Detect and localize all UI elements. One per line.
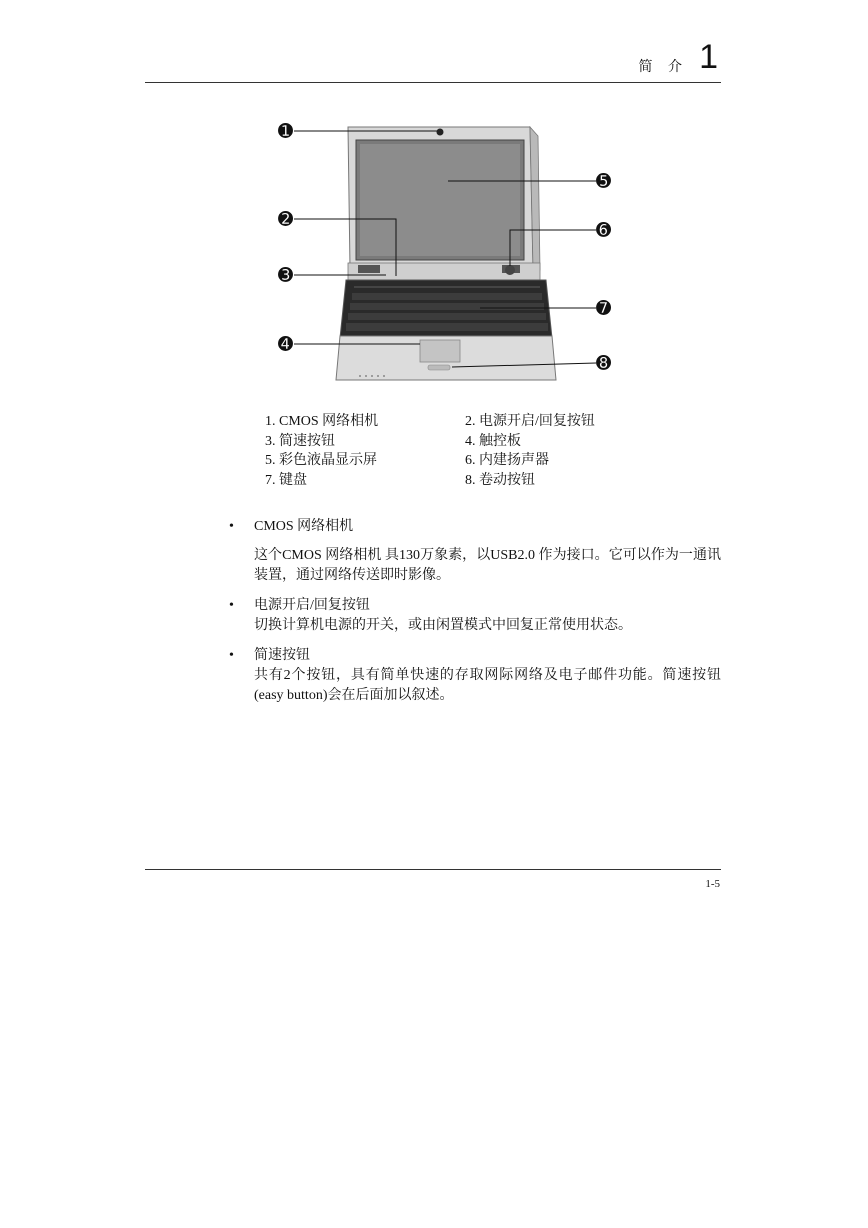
section-title: CMOS 网络相机 — [254, 519, 354, 534]
legend-item: 8. 卷动按钮 — [465, 472, 535, 488]
page-number: 1-5 — [705, 878, 720, 890]
footer-rule — [145, 869, 721, 870]
legend-item: 4. 触控板 — [465, 433, 521, 449]
section-body: 共有2个按钮，具有简单快速的存取网际网络及电子邮件功能。简速按钮(easy button)会在后面加以叙述。 — [254, 668, 721, 703]
callout-6: ➏ — [596, 220, 612, 241]
callout-5: ➎ — [596, 171, 612, 192]
section-easy-buttons — [229, 646, 721, 706]
speaker-grill — [505, 265, 515, 275]
legend-item: 1. CMOS 网络相机 — [265, 414, 379, 429]
callout-1: ➊ — [278, 121, 294, 142]
callout-2: ➋ — [278, 209, 294, 230]
bullet-dot: • — [229, 648, 234, 663]
section-body: 切换计算机电源的开关，或由闲置模式中回复正常使用状态。 — [254, 618, 632, 633]
callout-8: ➑ — [596, 353, 612, 374]
callout-7: ➐ — [596, 298, 612, 319]
figure-legend — [265, 412, 665, 490]
section-title: 电源开启/回复按钮 — [254, 598, 370, 613]
laptop-figure — [270, 118, 620, 390]
section-title: 简速按钮 — [254, 648, 310, 663]
legend-item: 7. 键盘 — [265, 472, 307, 488]
speaker-left — [358, 265, 380, 273]
section-webcam — [229, 517, 721, 586]
scroll-button — [428, 365, 450, 370]
legend-item: 3. 简速按钮 — [265, 433, 335, 449]
legend-item: 5. 彩色液晶显示屏 — [265, 453, 377, 468]
callout-4: ➍ — [278, 334, 294, 355]
bullet-dot: • — [229, 519, 234, 534]
bullet-dot: • — [229, 598, 234, 613]
legend-item: 2. 电源开启/回复按钮 — [465, 414, 595, 429]
touchpad — [420, 340, 460, 362]
callout-3: ➌ — [278, 265, 294, 286]
header-rule — [145, 82, 721, 83]
chapter-number: 1 — [699, 38, 718, 76]
body-content — [229, 517, 721, 716]
webcam — [437, 129, 444, 136]
section-body: 这个CMOS 网络相机 具130万象素，以USB2.0 作为接口。它可以作为一通讯装置，通过网络传送即时影像。 — [254, 548, 721, 583]
chapter-title: 简 介 — [638, 60, 688, 75]
section-power-button — [229, 596, 721, 636]
legend-item: 6. 内建扬声器 — [465, 453, 549, 468]
